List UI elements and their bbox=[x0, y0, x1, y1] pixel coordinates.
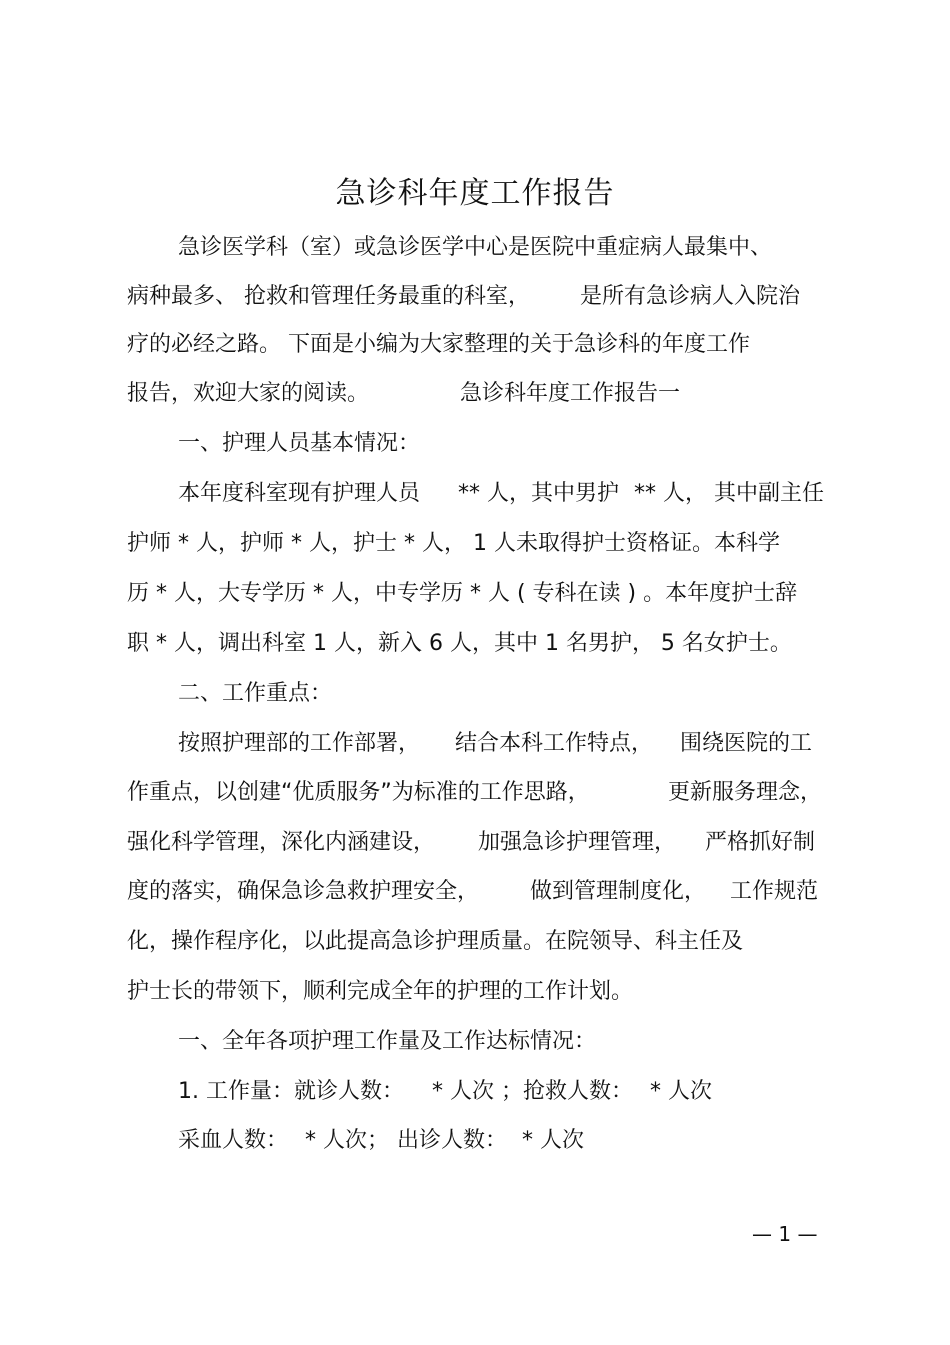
text-line: 1. 工作量：就诊人数： bbox=[178, 1079, 404, 1104]
section-heading: 急诊科年度工作报告一 bbox=[460, 381, 681, 406]
text-line: 工作规范 bbox=[730, 879, 819, 904]
text-line: 做到管理制度化， bbox=[530, 879, 707, 904]
text-line: 疗的必经之路。 下面是小编为大家整理的关于急诊科的年度工作 bbox=[127, 332, 750, 357]
text-line: * 人次 bbox=[522, 1128, 584, 1153]
section-heading: 一、护理人员基本情况： bbox=[178, 431, 421, 456]
text-line: 护师 * 人，护师 * 人，护士 * 人， 1 人未取得护士资格证。本科学 bbox=[127, 531, 780, 556]
text-line: ** 人， 其中副主任 bbox=[634, 481, 824, 506]
text-line: 按照护理部的工作部署， bbox=[178, 731, 421, 756]
text-line: 严格抓好制 bbox=[705, 830, 816, 855]
text-line: 急诊医学科（室）或急诊医学中心是医院中重症病人最集中、 bbox=[178, 235, 773, 260]
text-line: 结合本科工作特点， bbox=[455, 731, 654, 756]
text-line: 病种最多、 抢救和管理任务最重的科室， bbox=[127, 284, 530, 309]
document-title: 急诊科年度工作报告 bbox=[335, 176, 615, 211]
section-heading: 二、工作重点： bbox=[178, 681, 333, 706]
text-line: 本年度科室现有护理人员 bbox=[178, 481, 421, 506]
text-line: 历 * 人，大专学历 * 人，中专学历 * 人 ( 专科在读 ) 。本年度护士辞 bbox=[127, 581, 798, 606]
text-line: 报告，欢迎大家的阅读。 bbox=[127, 381, 370, 406]
text-line: 更新服务理念， bbox=[668, 780, 823, 805]
text-line: * 人次 ；抢救人数： bbox=[432, 1079, 633, 1104]
text-line: 围绕医院的工 bbox=[680, 731, 813, 756]
text-line: * 人次； bbox=[305, 1128, 389, 1153]
text-line: 加强急诊护理管理， bbox=[478, 830, 677, 855]
text-line: 出诊人数： bbox=[397, 1128, 508, 1153]
text-line: 度的落实，确保急诊急救护理安全， bbox=[127, 879, 480, 904]
text-line: 采血人数： bbox=[178, 1128, 289, 1153]
text-line: 强化科学管理，深化内涵建设， bbox=[127, 830, 436, 855]
text-line: 职 * 人，调出科室 1 人，新入 6 人，其中 1 名男护， 5 名女护士。 bbox=[127, 631, 792, 656]
text-line: 护士长的带领下，顺利完成全年的护理的工作计划。 bbox=[127, 979, 634, 1004]
section-heading: 一、全年各项护理工作量及工作达标情况： bbox=[178, 1029, 597, 1054]
text-line: 是所有急诊病人入院治 bbox=[580, 284, 801, 309]
text-line: ** 人，其中男护 bbox=[458, 481, 619, 506]
text-line: * 人次 bbox=[650, 1079, 712, 1104]
page-number: — 1 — bbox=[752, 1222, 818, 1246]
text-line: 化，操作程序化，以此提高急诊护理质量。在院领导、科主任及 bbox=[127, 929, 744, 954]
text-line: 作重点，以创建“优质服务”为标准的工作思路， bbox=[127, 780, 590, 805]
